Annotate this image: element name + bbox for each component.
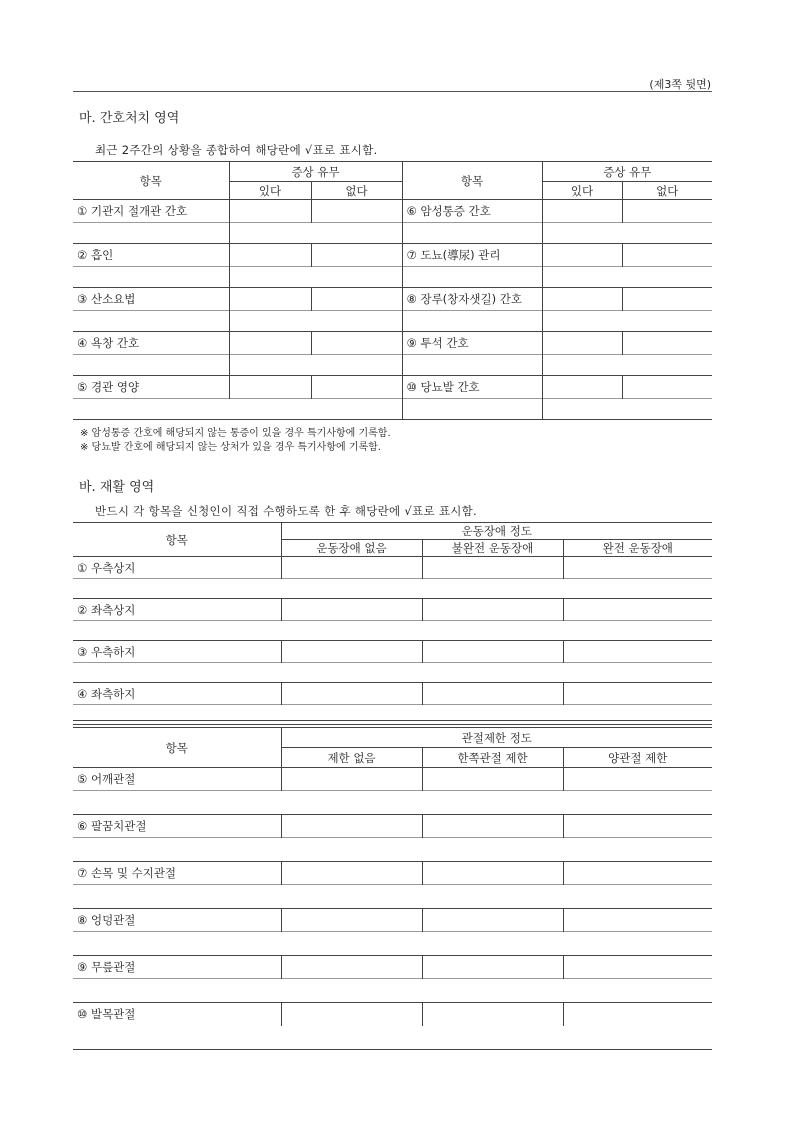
header-yes-right: 있다 (542, 182, 622, 200)
checkbox-cell[interactable] (563, 1003, 712, 1026)
checkbox-cell[interactable] (542, 200, 622, 223)
header-item: 항목 (73, 728, 281, 768)
checkbox-cell[interactable] (563, 599, 712, 621)
joint-table (73, 727, 712, 1026)
header-joint-both: 양관절 제한 (563, 748, 712, 768)
header-joint-none: 제한 없음 (281, 748, 422, 768)
checkbox-cell[interactable] (422, 1003, 563, 1026)
header-item-left: 항목 (73, 162, 229, 200)
header-motor-group: 운동장애 정도 (281, 523, 712, 540)
checkbox-cell[interactable] (622, 200, 712, 223)
notes (80, 427, 391, 455)
checkbox-cell[interactable] (422, 862, 563, 885)
spacer-row (73, 267, 712, 288)
bottom-rule (73, 1049, 712, 1050)
item-label: ⑥ 암성통증 간호 (402, 200, 542, 223)
checkbox-cell[interactable] (422, 557, 563, 579)
header-yes-left: 있다 (229, 182, 311, 200)
checkbox-cell[interactable] (563, 956, 712, 979)
spacer-row (73, 355, 712, 376)
double-rule (73, 720, 712, 725)
spacer-row (73, 663, 712, 683)
header-symptom-right: 증상 유무 (542, 162, 712, 182)
checkbox-cell[interactable] (229, 244, 311, 267)
checkbox-cell[interactable] (281, 909, 422, 932)
checkbox-cell[interactable] (542, 332, 622, 355)
table-row (73, 288, 712, 311)
instruction-nursing: 최근 2주간의 상황을 종합하여 해당란에 √표로 표시함. (95, 143, 378, 157)
checkbox-cell[interactable] (422, 909, 563, 932)
checkbox-cell[interactable] (281, 956, 422, 979)
note-diabetic-foot: ※ 당뇨발 간호에 해당되지 않는 상처가 있을 경우 특기사항에 기록함. (80, 442, 381, 453)
item-label: ⑧ 엉덩관절 (73, 909, 281, 932)
checkbox-cell[interactable] (229, 200, 311, 223)
spacer-row (73, 311, 712, 332)
checkbox-cell[interactable] (563, 768, 712, 791)
table-row (73, 641, 712, 663)
header-joint-group: 관절제한 정도 (281, 728, 712, 748)
header-motor-complete: 완전 운동장애 (563, 540, 712, 557)
table-row (73, 683, 712, 705)
page-header: (제3쪽 뒷면) (649, 78, 711, 91)
checkbox-cell[interactable] (281, 683, 422, 705)
spacer-row (73, 223, 712, 244)
checkbox-cell[interactable] (422, 641, 563, 663)
checkbox-cell[interactable] (229, 332, 311, 355)
checkbox-cell[interactable] (281, 815, 422, 838)
table-row (73, 768, 712, 791)
table-row (73, 862, 712, 885)
item-label: ⑧ 장루(창자샛길) 간호 (402, 288, 542, 311)
spacer-row (73, 791, 712, 815)
checkbox-cell[interactable] (281, 1003, 422, 1026)
table-row (73, 815, 712, 838)
spacer-row (73, 399, 712, 420)
item-label: ② 흡인 (73, 244, 229, 267)
checkbox-cell[interactable] (622, 376, 712, 399)
item-label: ③ 산소요법 (73, 288, 229, 311)
item-label: ④ 욕창 간호 (73, 332, 229, 355)
checkbox-cell[interactable] (281, 862, 422, 885)
checkbox-cell[interactable] (563, 557, 712, 579)
checkbox-cell[interactable] (563, 683, 712, 705)
header-motor-partial: 불완전 운동장애 (422, 540, 563, 557)
header-symptom-left: 증상 유무 (229, 162, 402, 182)
table-row (73, 200, 712, 223)
checkbox-cell[interactable] (622, 244, 712, 267)
checkbox-cell[interactable] (563, 815, 712, 838)
checkbox-cell[interactable] (563, 641, 712, 663)
checkbox-cell[interactable] (229, 288, 311, 311)
item-label: ② 좌측상지 (73, 599, 281, 621)
motor-table (73, 522, 712, 724)
table-row (73, 956, 712, 979)
checkbox-cell[interactable] (563, 862, 712, 885)
item-label: ① 기관지 절개관 간호 (73, 200, 229, 223)
checkbox-cell[interactable] (311, 288, 402, 311)
checkbox-cell[interactable] (281, 768, 422, 791)
checkbox-cell[interactable] (311, 244, 402, 267)
item-label: ⑦ 손목 및 수지관절 (73, 862, 281, 885)
checkbox-cell[interactable] (281, 557, 422, 579)
table-row (73, 244, 712, 267)
section-title-rehab: 바. 재활 영역 (79, 480, 155, 495)
table-row (73, 332, 712, 355)
item-label: ⑥ 팔꿈치관절 (73, 815, 281, 838)
table-row (73, 599, 712, 621)
table-row (73, 1003, 712, 1026)
checkbox-cell[interactable] (311, 200, 402, 223)
checkbox-cell[interactable] (311, 332, 402, 355)
checkbox-cell[interactable] (422, 683, 563, 705)
item-label: ⑩ 발목관절 (73, 1003, 281, 1026)
spacer-row (73, 979, 712, 1003)
item-label: ⑨ 투석 간호 (402, 332, 542, 355)
header-item: 항목 (73, 523, 281, 557)
spacer-row (73, 579, 712, 599)
checkbox-cell[interactable] (422, 599, 563, 621)
checkbox-cell[interactable] (229, 376, 311, 399)
header-no-left: 없다 (311, 182, 402, 200)
spacer-row (73, 932, 712, 956)
item-label: ① 우측상지 (73, 557, 281, 579)
checkbox-cell[interactable] (622, 288, 712, 311)
spacer-row (73, 885, 712, 909)
checkbox-cell[interactable] (622, 332, 712, 355)
spacer-row (73, 621, 712, 641)
header-no-right: 없다 (622, 182, 712, 200)
item-label: ⑨ 무릎관절 (73, 956, 281, 979)
instruction-rehab: 반드시 각 항목을 신청인이 직접 수행하도록 한 후 해당란에 √표로 표시함. (95, 504, 477, 518)
header-item-right: 항목 (402, 162, 542, 200)
table-row (73, 557, 712, 579)
item-label: ⑤ 경관 영양 (73, 376, 229, 399)
item-label: ⑤ 어깨관절 (73, 768, 281, 791)
note-pain: ※ 암성통증 간호에 해당되지 않는 통증이 있을 경우 특기사항에 기록함. (80, 428, 391, 439)
header-motor-none: 운동장애 없음 (281, 540, 422, 557)
item-label: ③ 우측하지 (73, 641, 281, 663)
spacer-row (73, 838, 712, 862)
section-title-nursing: 마. 간호처치 영역 (79, 111, 180, 126)
item-label: ⑦ 도뇨(導尿) 관리 (402, 244, 542, 267)
table-row (73, 909, 712, 932)
checkbox-cell[interactable] (422, 956, 563, 979)
checkbox-cell[interactable] (563, 909, 712, 932)
checkbox-cell[interactable] (422, 768, 563, 791)
checkbox-cell[interactable] (542, 244, 622, 267)
checkbox-cell[interactable] (281, 599, 422, 621)
top-rule (73, 91, 712, 92)
nursing-table (73, 161, 712, 420)
header-joint-one: 한쪽관절 제한 (422, 748, 563, 768)
item-label: ④ 좌측하지 (73, 683, 281, 705)
checkbox-cell[interactable] (311, 376, 402, 399)
checkbox-cell[interactable] (422, 815, 563, 838)
item-label: ⑩ 당뇨발 간호 (402, 376, 542, 399)
checkbox-cell[interactable] (542, 288, 622, 311)
checkbox-cell[interactable] (542, 376, 622, 399)
table-row (73, 376, 712, 399)
checkbox-cell[interactable] (281, 641, 422, 663)
